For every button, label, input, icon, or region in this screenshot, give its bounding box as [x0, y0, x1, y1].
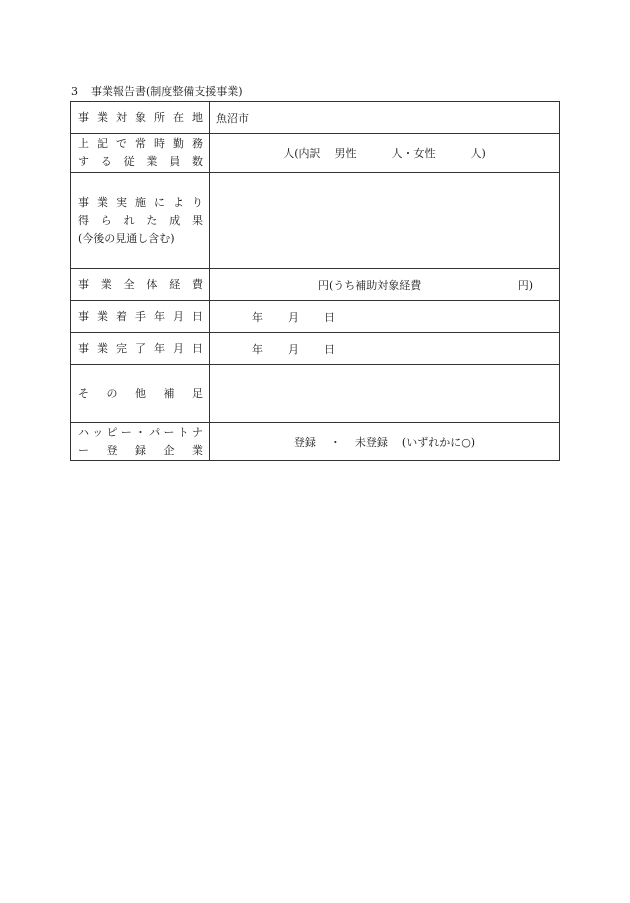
- cost-suffix: 円): [517, 278, 533, 292]
- label-text: ー 登 録 企 業: [78, 443, 203, 457]
- value-other[interactable]: [210, 365, 560, 423]
- start-year: 年: [252, 310, 263, 324]
- section-heading: [71, 83, 243, 99]
- label-text: 得 ら れ た 成 果: [78, 213, 203, 227]
- start-day: 日: [324, 310, 335, 324]
- end-month: 月: [288, 342, 299, 356]
- row-location: [71, 102, 560, 134]
- row-employees: [71, 134, 560, 173]
- report-form-table: [70, 101, 560, 461]
- value-end-date[interactable]: [210, 333, 560, 365]
- cost-prefix: 円(うち補助対象経費: [318, 278, 422, 292]
- row-end-date: [71, 333, 560, 365]
- label-other: [71, 365, 210, 423]
- label-end-date: [71, 333, 210, 365]
- label-text: 事 業 対 象 所 在 地: [78, 110, 203, 124]
- label-text: 事 業 完 了 年 月 日: [78, 341, 203, 355]
- row-happy-partner: [71, 423, 560, 461]
- label-results-line3: (今後の見通し含む): [78, 231, 175, 245]
- start-month: 月: [288, 310, 299, 324]
- value-start-date[interactable]: [210, 301, 560, 333]
- option-note: (いずれかに○): [401, 435, 476, 449]
- section-title: 事業報告書(制度整備支援事業): [91, 85, 243, 98]
- label-text: 事 業 実 施 に よ り: [78, 195, 203, 209]
- label-text: ハ ッ ピ ー ・ パ ー ト ナ: [78, 425, 203, 439]
- label-results: [71, 173, 210, 269]
- employees-male-label: 男性: [334, 147, 357, 160]
- label-start-date: [71, 301, 210, 333]
- employees-close: 人): [470, 147, 486, 160]
- end-day: 日: [324, 342, 335, 356]
- label-text: 上 記 で 常 時 勤 務: [78, 137, 203, 150]
- employees-unit: 人(内訳: [283, 147, 321, 160]
- section-number: 3: [71, 85, 78, 98]
- label-location: [71, 102, 210, 134]
- label-employees: [71, 134, 210, 173]
- label-text: 事 業 全 体 経 費: [78, 277, 203, 291]
- label-text: す る 従 業 員 数: [78, 155, 203, 168]
- label-cost: [71, 269, 210, 301]
- value-cost[interactable]: [210, 269, 560, 301]
- row-results: [71, 173, 560, 269]
- employees-female-label: 人・女性: [391, 147, 436, 160]
- value-employees[interactable]: [210, 134, 560, 173]
- row-start-date: [71, 301, 560, 333]
- row-cost: [71, 269, 560, 301]
- option-unregistered[interactable]: 未登録: [354, 435, 388, 449]
- value-happy-partner: [210, 423, 560, 461]
- option-separator: ・: [329, 435, 341, 449]
- end-year: 年: [252, 342, 263, 356]
- label-happy-partner: [71, 423, 210, 461]
- label-text: 事 業 着 手 年 月 日: [78, 309, 203, 323]
- value-location[interactable]: 魚沼市: [210, 102, 560, 134]
- option-registered[interactable]: 登録: [293, 435, 316, 449]
- value-results[interactable]: [210, 173, 560, 269]
- label-text: そ の 他 補 足: [78, 386, 203, 400]
- row-other: [71, 365, 560, 423]
